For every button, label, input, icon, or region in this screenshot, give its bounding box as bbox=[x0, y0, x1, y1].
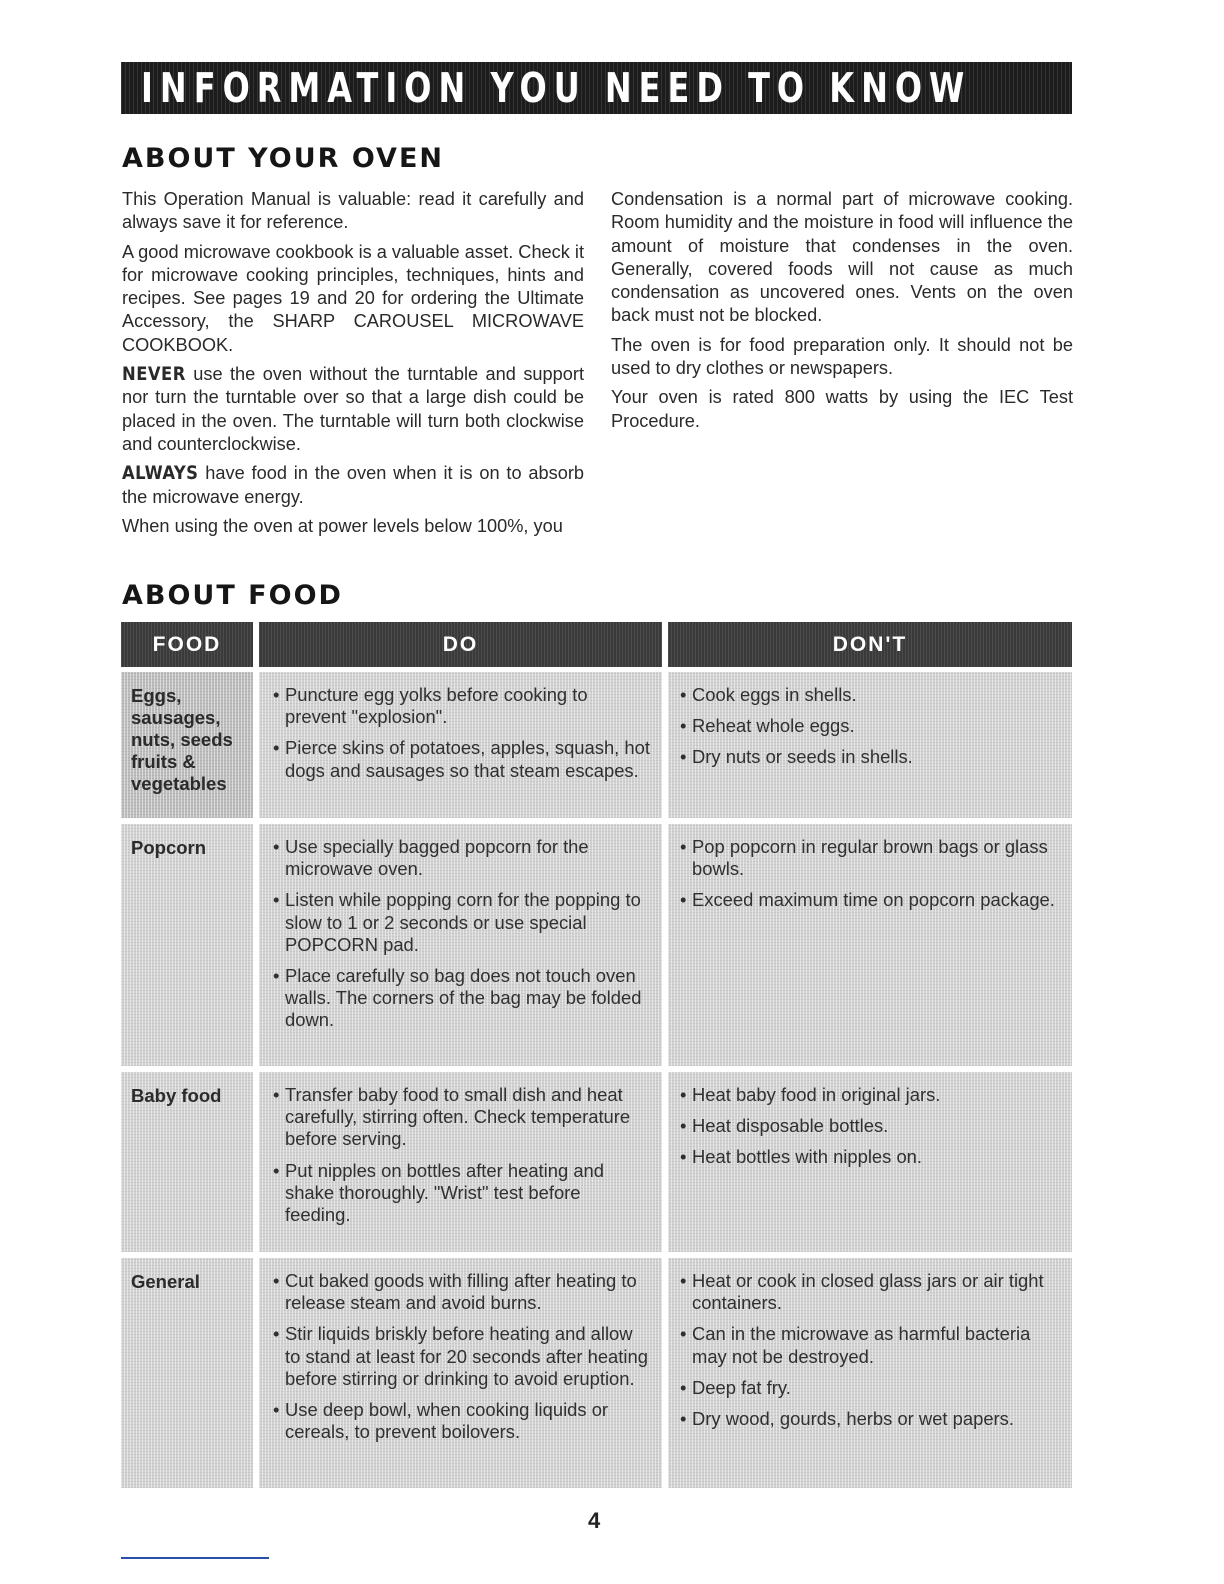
dont-cell-eggs bbox=[668, 672, 1072, 818]
food-cell-eggs: Eggs, sausages, nuts, seeds fruits & vegetables bbox=[121, 672, 253, 818]
dont-item: • Exceed maximum time on popcorn package. bbox=[680, 889, 1060, 911]
oven-paragraph: This Operation Manual is valuable: read it carefully and always save it for reference. bbox=[122, 189, 584, 233]
dont-item: • Deep fat fry. bbox=[680, 1377, 1060, 1399]
never-text: use the oven without the turntable and support nor turn the turntable over so that a large dish could be placed in the oven. The turntable will turn both clockwise and counterclockwise. bbox=[122, 364, 584, 454]
header-do: DO bbox=[259, 622, 662, 667]
do-item: • Use deep bowl, when cooking liquids or cereals, to prevent boilovers. bbox=[273, 1399, 650, 1443]
banner-title: INFORMATION YOU NEED TO KNOW bbox=[141, 64, 972, 112]
dont-item: • Heat baby food in original jars. bbox=[680, 1084, 1060, 1106]
about-food-heading: ABOUT FOOD bbox=[122, 580, 343, 611]
do-cell-eggs bbox=[259, 672, 662, 818]
dont-item: • Heat or cook in closed glass jars or air tight containers. bbox=[680, 1270, 1060, 1314]
do-item: • Stir liquids briskly before heating and allow to stand at least for 20 seconds after heating before stirring or drinking to avoid eruption. bbox=[273, 1323, 650, 1390]
oven-paragraph bbox=[122, 363, 584, 456]
dont-item: • Can in the microwave as harmful bacteria may not be destroyed. bbox=[680, 1323, 1060, 1367]
oven-paragraph: Condensation is a normal part of microwave cooking. Room humidity and the moisture in food will influence the amount of moisture that condenses in the oven. Generally, covered foods will not cause as much condensation as uncovered ones. Vents on the oven back must not be blocked. bbox=[611, 189, 1073, 326]
dont-item: • Dry nuts or seeds in shells. bbox=[680, 746, 1060, 768]
food-cell-general: General bbox=[121, 1258, 253, 1488]
food-table bbox=[121, 622, 1072, 1488]
oven-paragraph bbox=[122, 462, 584, 509]
do-cell-popcorn bbox=[259, 824, 662, 1066]
do-item: • Place carefully so bag does not touch oven walls. The corners of the bag may be folded down. bbox=[273, 965, 650, 1032]
header-food: FOOD bbox=[121, 622, 253, 667]
about-oven-left-column bbox=[122, 188, 584, 544]
never-lead: NEVER bbox=[122, 364, 186, 386]
dont-item: • Cook eggs in shells. bbox=[680, 684, 1060, 706]
oven-paragraph: The oven is for food preparation only. It should not be used to dry clothes or newspapers. bbox=[611, 334, 1073, 379]
section-banner bbox=[121, 62, 1072, 114]
dont-cell-baby-food bbox=[668, 1072, 1072, 1252]
do-item: • Put nipples on bottles after heating and shake thoroughly. "Wrist" test before feeding. bbox=[273, 1160, 650, 1227]
dont-cell-general bbox=[668, 1258, 1072, 1488]
food-cell-baby-food: Baby food bbox=[121, 1072, 253, 1252]
dont-item: • Heat bottles with nipples on. bbox=[680, 1146, 1060, 1168]
dont-item: • Dry wood, gourds, herbs or wet papers. bbox=[680, 1408, 1060, 1430]
do-item: • Transfer baby food to small dish and heat carefully, stirring often. Check temperature before serving. bbox=[273, 1084, 650, 1151]
do-item: • Cut baked goods with filling after heating to release steam and avoid burns. bbox=[273, 1270, 650, 1314]
header-dont: DON'T bbox=[668, 622, 1072, 667]
do-item: • Listen while popping corn for the popping to slow to 1 or 2 seconds or use special POPCORN pad. bbox=[273, 889, 650, 956]
food-cell-popcorn: Popcorn bbox=[121, 824, 253, 1066]
oven-paragraph: Your oven is rated 800 watts by using the IEC Test Procedure. bbox=[611, 387, 1073, 431]
do-cell-baby-food bbox=[259, 1072, 662, 1252]
dont-item: • Reheat whole eggs. bbox=[680, 715, 1060, 737]
about-oven-right-column bbox=[611, 188, 1073, 439]
about-oven-heading: ABOUT YOUR OVEN bbox=[122, 143, 444, 174]
do-item: • Puncture egg yolks before cooking to prevent "explosion". bbox=[273, 684, 650, 728]
footer-rule bbox=[121, 1557, 269, 1559]
oven-paragraph: A good microwave cookbook is a valuable asset. Check it for microwave cooking principles, techniques, hints and recipes. See pages 19 and 20 for ordering the Ultimate Accessory, the SHARP CAROUSEL MICROWAVE COOKBOOK. bbox=[122, 241, 585, 355]
oven-paragraph-split: When using the oven at power levels below 100%, you bbox=[122, 515, 563, 536]
do-item: • Use specially bagged popcorn for the microwave oven. bbox=[273, 836, 650, 880]
dont-item: • Heat disposable bottles. bbox=[680, 1115, 1060, 1137]
do-item: • Pierce skins of potatoes, apples, squash, hot dogs and sausages so that steam escapes. bbox=[273, 737, 650, 781]
dont-item: • Pop popcorn in regular brown bags or glass bowls. bbox=[680, 836, 1060, 880]
page-number: 4 bbox=[588, 1508, 601, 1533]
always-lead: ALWAYS bbox=[122, 463, 199, 485]
dont-cell-popcorn bbox=[668, 824, 1072, 1066]
do-cell-general bbox=[259, 1258, 662, 1488]
always-text: have food in the oven when it is on to absorb the microwave energy. bbox=[122, 463, 584, 507]
